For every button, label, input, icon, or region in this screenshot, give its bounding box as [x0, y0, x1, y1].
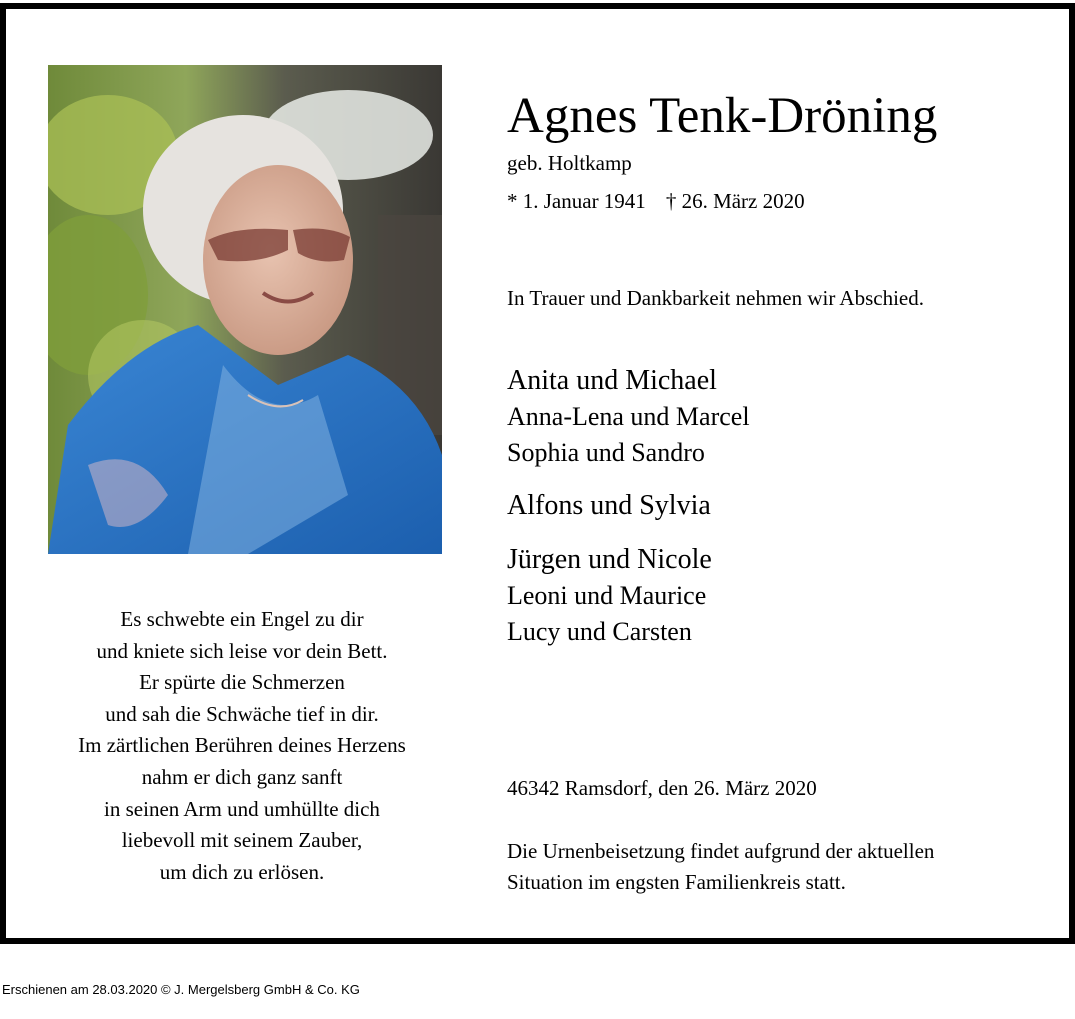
- family-line: Alfons und Sylvia: [507, 490, 711, 521]
- poem-line: um dich zu erlösen.: [159, 859, 325, 884]
- birth-date: * 1. Januar 1941: [507, 189, 646, 213]
- death-date: † 26. März 2020: [665, 189, 805, 213]
- poem-line: nahm er dich ganz sanft: [141, 764, 343, 789]
- poem: [30, 604, 454, 888]
- mourning-statement: In Trauer und Dankbarkeit nehmen wir Abschied.: [507, 286, 924, 310]
- portrait-photo: [48, 65, 442, 554]
- notice-line: Die Urnenbeisetzung findet aufgrund der aktuellen: [507, 839, 935, 863]
- poem-line: in seinen Arm und umhüllte dich: [104, 796, 380, 821]
- family-line: Sophia und Sandro: [507, 438, 705, 467]
- poem-line: Er spürte die Schmerzen: [139, 670, 345, 695]
- family-group: [507, 488, 711, 524]
- birth-name: geb. Holtkamp: [507, 151, 632, 175]
- life-dates: [507, 188, 805, 214]
- family-line: Jürgen und Nicole: [507, 544, 712, 575]
- poem-line: liebevoll mit seinem Zauber,: [121, 828, 363, 853]
- poem-line: Im zärtlichen Berühren deines Herzens: [78, 733, 406, 758]
- poem-line: Es schwebte ein Engel zu dir: [120, 607, 364, 631]
- notice-line: Situation im engsten Familienkreis statt.: [507, 870, 846, 894]
- family-line: Anna-Lena und Marcel: [507, 402, 750, 431]
- family-group: [507, 363, 750, 471]
- family-line: Anita und Michael: [507, 365, 717, 396]
- family-line: Leoni und Maurice: [507, 581, 707, 610]
- family-group: [507, 542, 712, 650]
- burial-notice: [507, 836, 934, 898]
- poem-line: und sah die Schwäche tief in dir.: [105, 701, 379, 726]
- family-line: Lucy und Carsten: [507, 617, 692, 646]
- poem-line: und kniete sich leise vor dein Bett.: [96, 638, 388, 663]
- publication-footer: Erschienen am 28.03.2020 © J. Mergelsberg GmbH & Co. KG: [2, 982, 360, 997]
- place-date: 46342 Ramsdorf, den 26. März 2020: [507, 776, 817, 800]
- deceased-name: Agnes Tenk-Dröning: [507, 88, 938, 144]
